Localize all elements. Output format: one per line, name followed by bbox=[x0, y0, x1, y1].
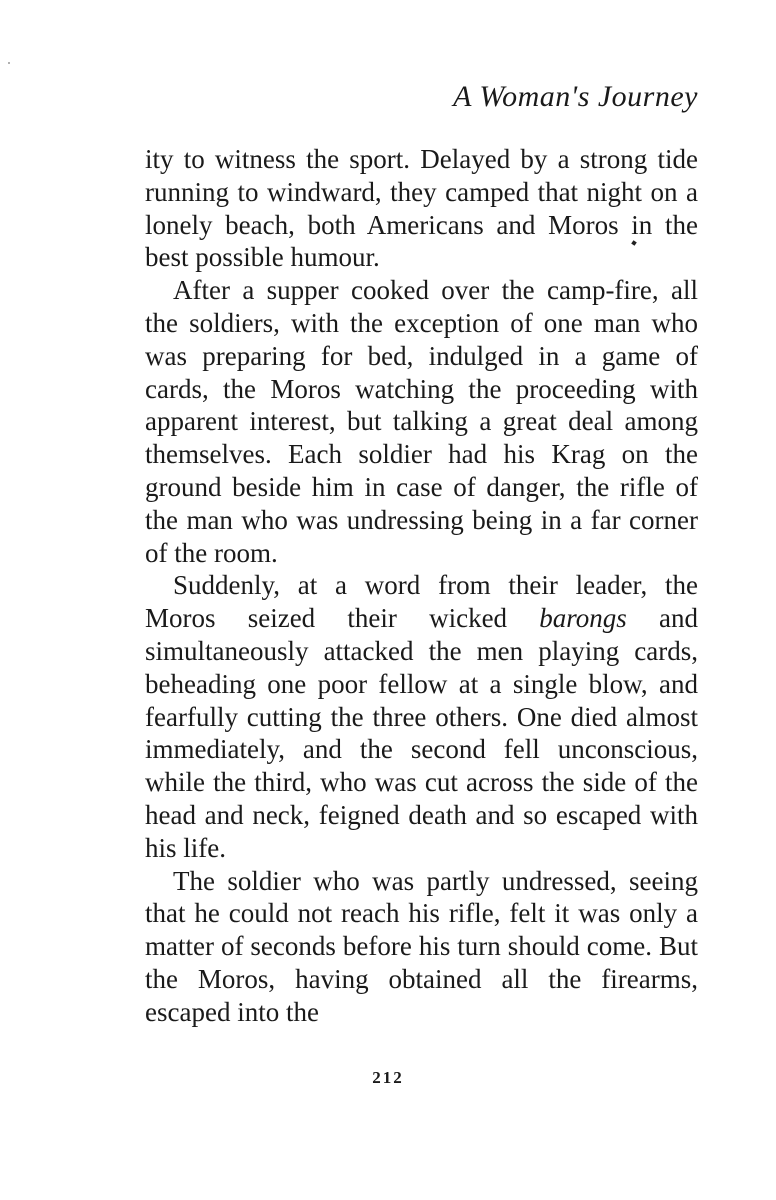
paragraph-undressed-soldier: The soldier who was partly undressed, seeing that he could not reach his rifle, felt it was only a matter of seconds before his turn should come. But the Moros, having obtained all the firearms, escaped into the bbox=[145, 865, 698, 1027]
italic-term-barongs: barongs bbox=[539, 603, 627, 634]
body-text bbox=[145, 143, 698, 1029]
paragraph-attack-start: Suddenly, at a word from their leader, the Moros seized their wicked bbox=[145, 570, 698, 634]
scan-speck bbox=[8, 62, 10, 64]
paragraph-attack-end: and simultaneously attacked the men playing cards, beheading one poor fellow at a single blow, and fearfully cutting the three others. One died almost immediately, and the second fell unconscious, while the third, who was cut across the side of the head and neck, feigned death and so escaped with his life. bbox=[145, 603, 698, 863]
paragraph-continued: ity to witness the sport. Delayed by a strong tide running to windward, they camped that night on a lonely beach, both Americans and Moros in the best possible humour. bbox=[145, 144, 698, 273]
paragraph-attack bbox=[145, 569, 698, 864]
paragraph-supper: After a supper cooked over the camp-fire, all the soldiers, with the exception of one man who was preparing for bed, indulged in a game of cards, the Moros watching the proceeding with apparent interest, but talking a great deal among themselves. Each soldier had his Krag on the ground beside him in case of danger, the rifle of the man who was undressing being in a far corner of the room. bbox=[145, 275, 698, 568]
running-head: A Woman's Journey bbox=[453, 80, 698, 113]
page-number: 212 bbox=[372, 1068, 404, 1087]
